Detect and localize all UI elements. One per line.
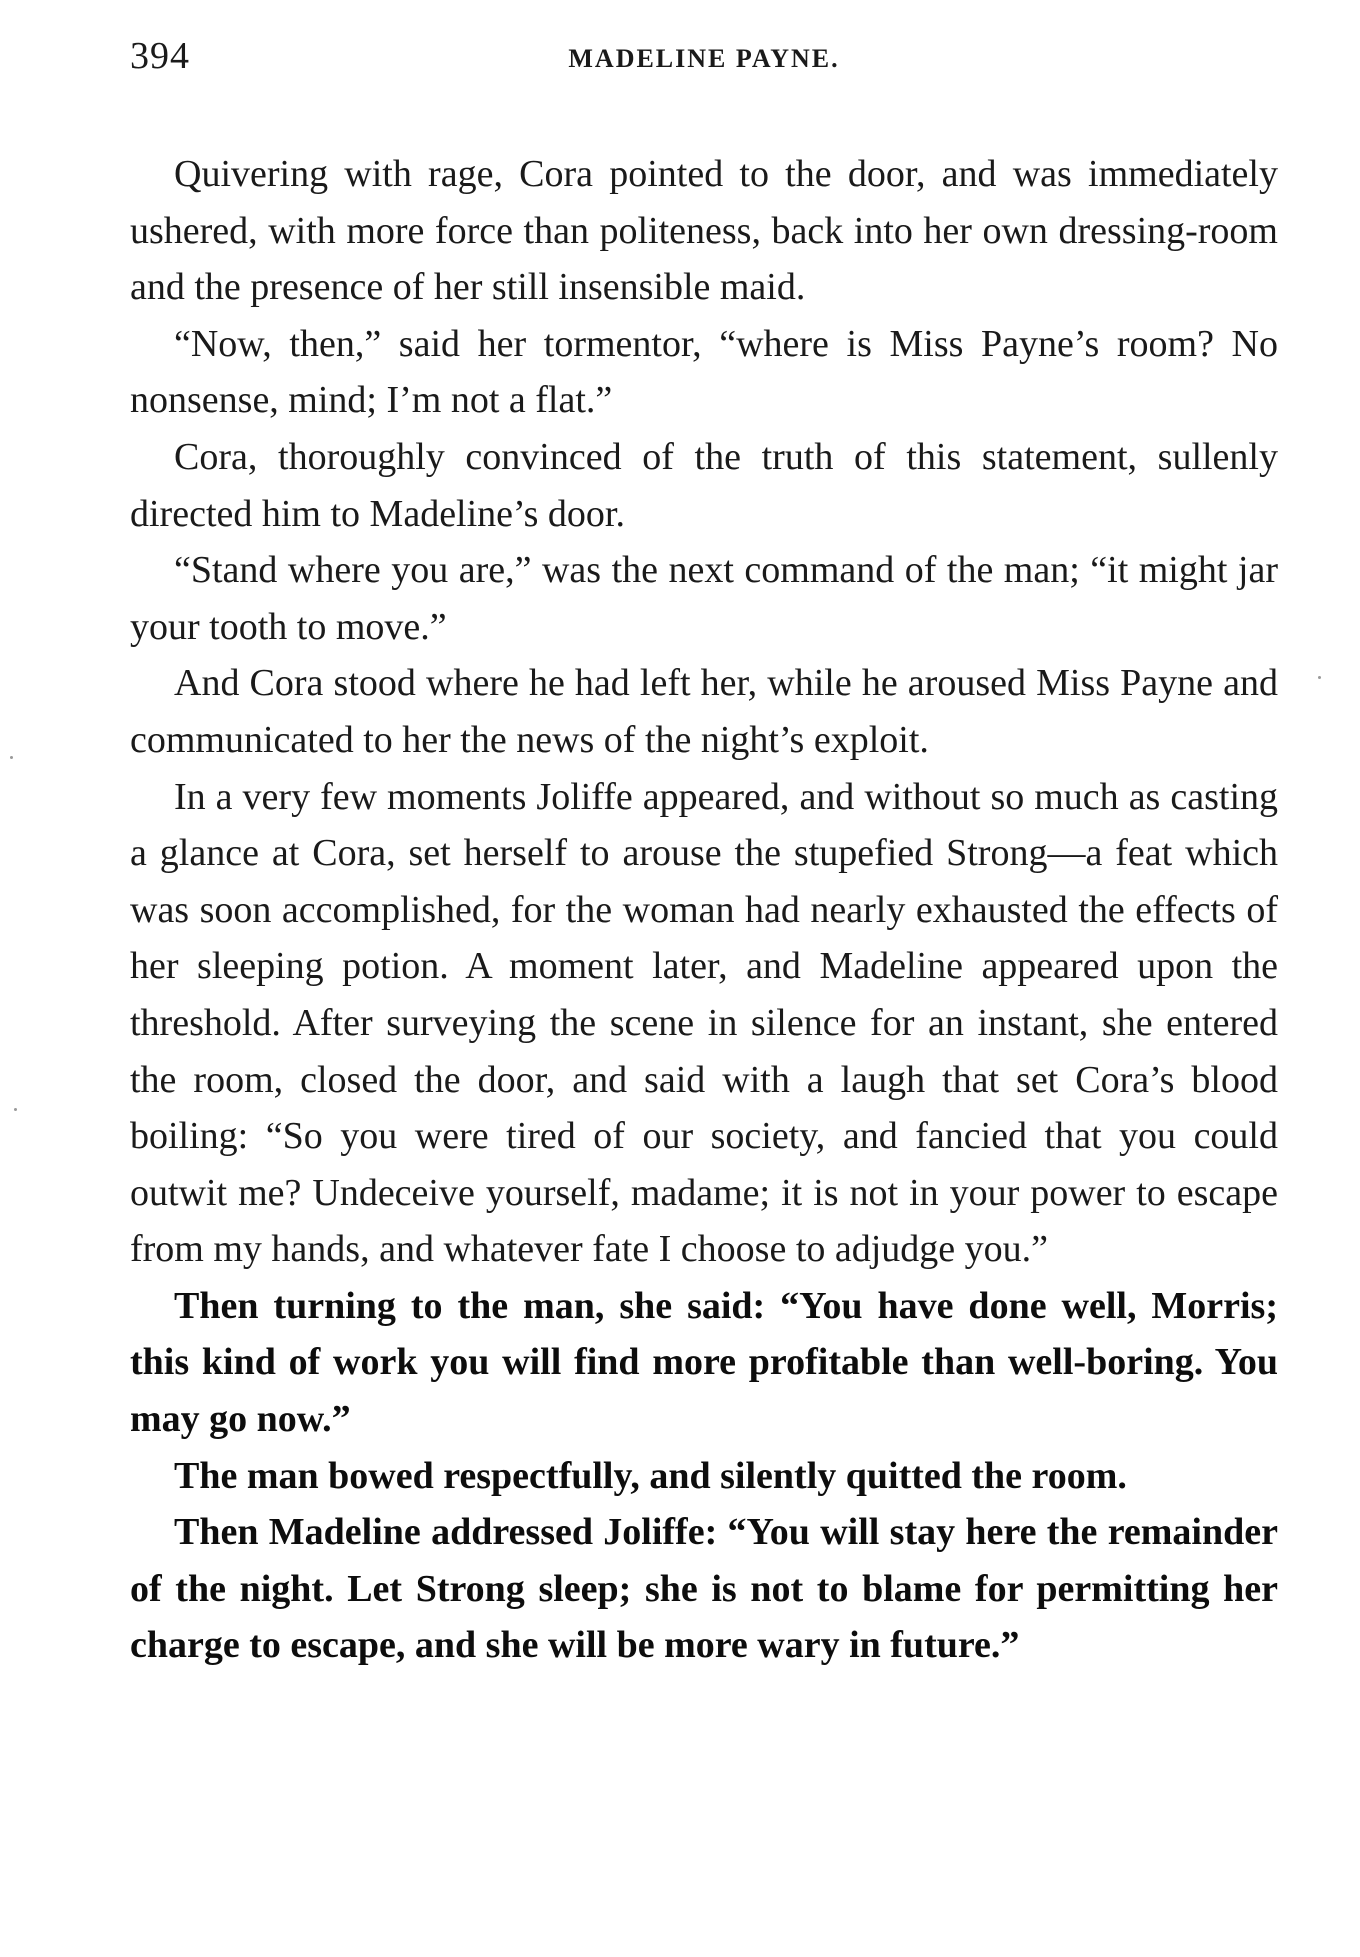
paragraph: The man bowed respectfully, and silently quitted the room. xyxy=(174,1454,1127,1497)
paper-speck xyxy=(1318,676,1321,679)
running-title: MADELINE PAYNE. xyxy=(568,44,840,73)
paragraph: Then turning to the man, she said: “You have done well, Morris; this kind of work you will find more profitable than well-boring. You may go now.” xyxy=(130,1284,1278,1441)
book-page xyxy=(130,28,1278,1674)
paragraph: “Now, then,” said her tormentor, “where is Miss Payne’s room? No nonsense, mind; I’m not a flat.” xyxy=(130,322,1278,422)
paragraph: Then Madeline addressed Joliffe: “You will stay here the remainder of the night. Let Strong sleep; she is not to blame for permitting her charge to escape, and she will be more wary in future.” xyxy=(130,1511,1278,1667)
paper-speck xyxy=(14,1108,17,1111)
paragraph: In a very few moments Joliffe appeared, and without so much as casting a glance at Cora, set herself to arouse the stupefied Strong—a feat which was soon accomplished, for the woman had nearly exhausted the effects of her sleeping potion. A moment later, and Madeline appeared upon the threshold. After surveying the scene in silence for an instant, she entered the room, closed the door, and said with a laugh that set Cora’s blood boiling: “So you were tired of our society, and fancied that you could outwit me? Undeceive yourself, madame; it is not in your power to escape from my hands, and whatever fate I choose to adjudge you.” xyxy=(130,775,1278,1271)
paragraph: And Cora stood where he had left her, while he aroused Miss Payne and communicated to her the news of the night’s exploit. xyxy=(130,662,1278,761)
paragraph: Cora, thoroughly convinced of the truth of this statement, sullenly directed him to Madeline’s door. xyxy=(130,435,1278,535)
paragraph: Quivering with rage, Cora pointed to the door, and was immediately ushered, with more force than politeness, back into her own dressing-room and the presence of her still insensible maid. xyxy=(130,153,1278,309)
page-number: 394 xyxy=(130,35,190,77)
page-header xyxy=(130,28,1278,84)
paper-speck xyxy=(10,756,13,759)
paragraph: “Stand where you are,” was the next command of the man; “it might jar your tooth to move.” xyxy=(130,549,1278,648)
page-body xyxy=(130,146,1278,1674)
